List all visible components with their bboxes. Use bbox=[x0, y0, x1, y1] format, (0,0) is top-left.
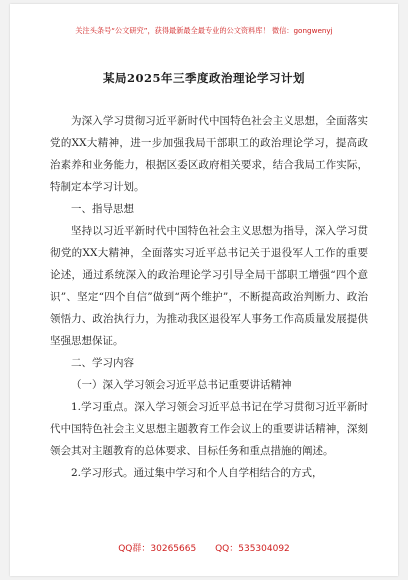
page-title: 某局2025年三季度政治理论学习计划 bbox=[102, 71, 305, 85]
contact-footer bbox=[10, 541, 398, 554]
intro-paragraph: 为深入学习贯彻习近平新时代中国特色社会主义思想，全面落实党的XX大精神，进一步加强我局干部职工的政治理论学习，提高政治素养和业务能力，根据区委区政府相关要求，结合我局工作实际，特制定本学习计划。 bbox=[50, 115, 368, 193]
document-page bbox=[10, 4, 398, 576]
qq-number: QQ：535304092 bbox=[215, 544, 290, 554]
document-body bbox=[50, 110, 368, 484]
section-heading-guiding-ideology: 一、指导思想 bbox=[71, 203, 134, 215]
guiding-ideology-paragraph: 坚持以习近平新时代中国特色社会主义思想为指导，深入学习贯彻党的XX大精神，全面落实习近平总书记关于退役军人工作的重要论述，通过系统深入的政治理论学习引导全局干部职工增强“四个意识”、坚定“四个自信”做到“两个维护”，不断提高政治判断力、政治领悟力、政治执行力，为推动我区退役军人事务工作高质量发展提供坚强思想保证。 bbox=[50, 225, 368, 347]
study-focus-paragraph: 1.学习重点。深入学习领会习近平总书记在学习贯彻习近平新时代中国特色社会主义思想主题教育工作会议上的重要讲话精神，深刻领会其对主题教育的总体要求、目标任务和重点措施的阐述。 bbox=[50, 401, 368, 457]
subsection-heading: （一）深入学习领会习近平总书记重要讲话精神 bbox=[71, 379, 292, 391]
section-heading-study-content: 二、学习内容 bbox=[71, 357, 134, 369]
promo-banner: 关注头条号“公文研究”，获得最新最全最专业的公文资料库！ 微信：gongwenyj bbox=[75, 26, 333, 35]
study-format-paragraph: 2.学习形式。通过集中学习和个人自学相结合的方式， bbox=[71, 467, 323, 479]
qq-group-number: QQ群：30265665 bbox=[118, 544, 197, 554]
